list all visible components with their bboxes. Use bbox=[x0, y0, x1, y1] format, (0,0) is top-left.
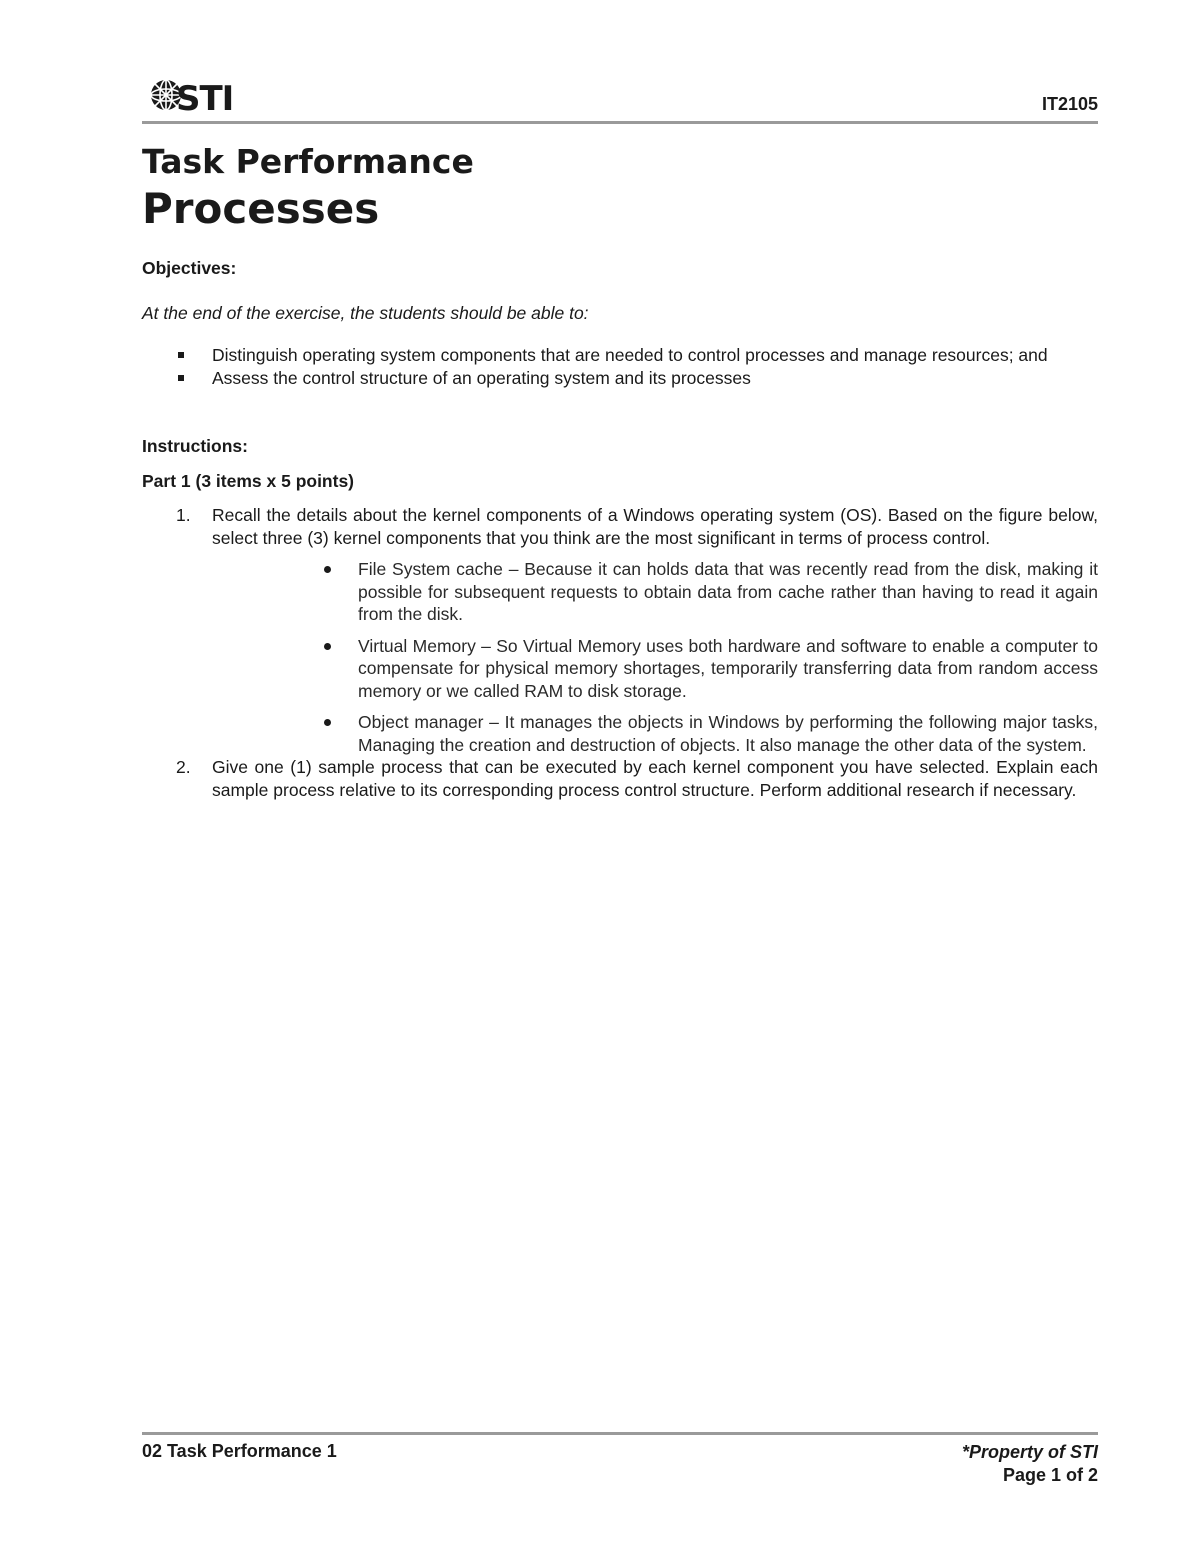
document-subtitle: Processes bbox=[142, 184, 380, 233]
objective-item bbox=[142, 344, 1098, 367]
answer-list bbox=[212, 558, 1098, 756]
page-number: Page 1 of 2 bbox=[1002, 1465, 1098, 1485]
instruction-item bbox=[142, 504, 1098, 756]
objective-text: Assess the control structure of an operating system and its processes bbox=[212, 367, 751, 388]
footer-divider bbox=[142, 1432, 1098, 1435]
answer-item bbox=[212, 635, 1098, 703]
instruction-text: Recall the details about the kernel components of a Windows operating system (OS). Based on the figure below, select three (3) kernel components that you think are the most significant in terms of process control. bbox=[212, 505, 1098, 548]
round-bullet-icon bbox=[324, 719, 331, 726]
part-heading: Part 1 (3 items x 5 points) bbox=[142, 471, 355, 491]
round-bullet-icon bbox=[324, 643, 331, 650]
property-notice: *Property of STI bbox=[961, 1442, 1098, 1462]
instruction-text: Give one (1) sample process that can be executed by each kernel component you have selected. Explain each sample process relative to its corresponding process control structure. Perform additional research if necessary. bbox=[212, 757, 1098, 800]
sti-logo bbox=[150, 74, 240, 116]
round-bullet-icon bbox=[324, 566, 331, 573]
footer-document-name: 02 Task Performance 1 bbox=[142, 1441, 337, 1461]
objectives-heading: Objectives: bbox=[142, 258, 237, 278]
answer-item bbox=[212, 558, 1098, 626]
document-title: Task Performance bbox=[142, 142, 474, 181]
instructions-heading: Instructions: bbox=[142, 436, 248, 456]
square-bullet-icon bbox=[178, 352, 184, 358]
answer-text: Object manager – It manages the objects in Windows by performing the following major tasks, Managing the creation and destruction of objects. It also manage the other data of the system. bbox=[358, 712, 1098, 755]
objectives-list bbox=[142, 344, 1098, 389]
answer-item bbox=[212, 711, 1098, 756]
instructions-list bbox=[142, 504, 1098, 801]
header-divider bbox=[142, 121, 1098, 124]
footer-info bbox=[962, 1441, 1098, 1487]
objective-text: Distinguish operating system components that are needed to control processes and manage resources; and bbox=[212, 345, 1048, 365]
svg-text:STI: STI bbox=[176, 79, 234, 116]
objective-item bbox=[142, 367, 1098, 390]
instruction-item bbox=[142, 756, 1098, 801]
objectives-intro: At the end of the exercise, the students should be able to: bbox=[142, 303, 589, 323]
course-code: IT2105 bbox=[1041, 94, 1098, 114]
square-bullet-icon bbox=[178, 375, 184, 381]
item-number: 2. bbox=[176, 757, 191, 777]
answer-text: Virtual Memory – So Virtual Memory uses both hardware and software to enable a computer to compensate for physical memory shortages, temporarily transferring data from random access memory or we called RAM to disk storage. bbox=[358, 635, 1098, 701]
answer-text: File System cache – Because it can holds data that was recently read from the disk, making it possible for subsequent requests to obtain data from cache rather than having to read it again from the disk. bbox=[358, 559, 1098, 624]
item-number: 1. bbox=[176, 505, 191, 525]
